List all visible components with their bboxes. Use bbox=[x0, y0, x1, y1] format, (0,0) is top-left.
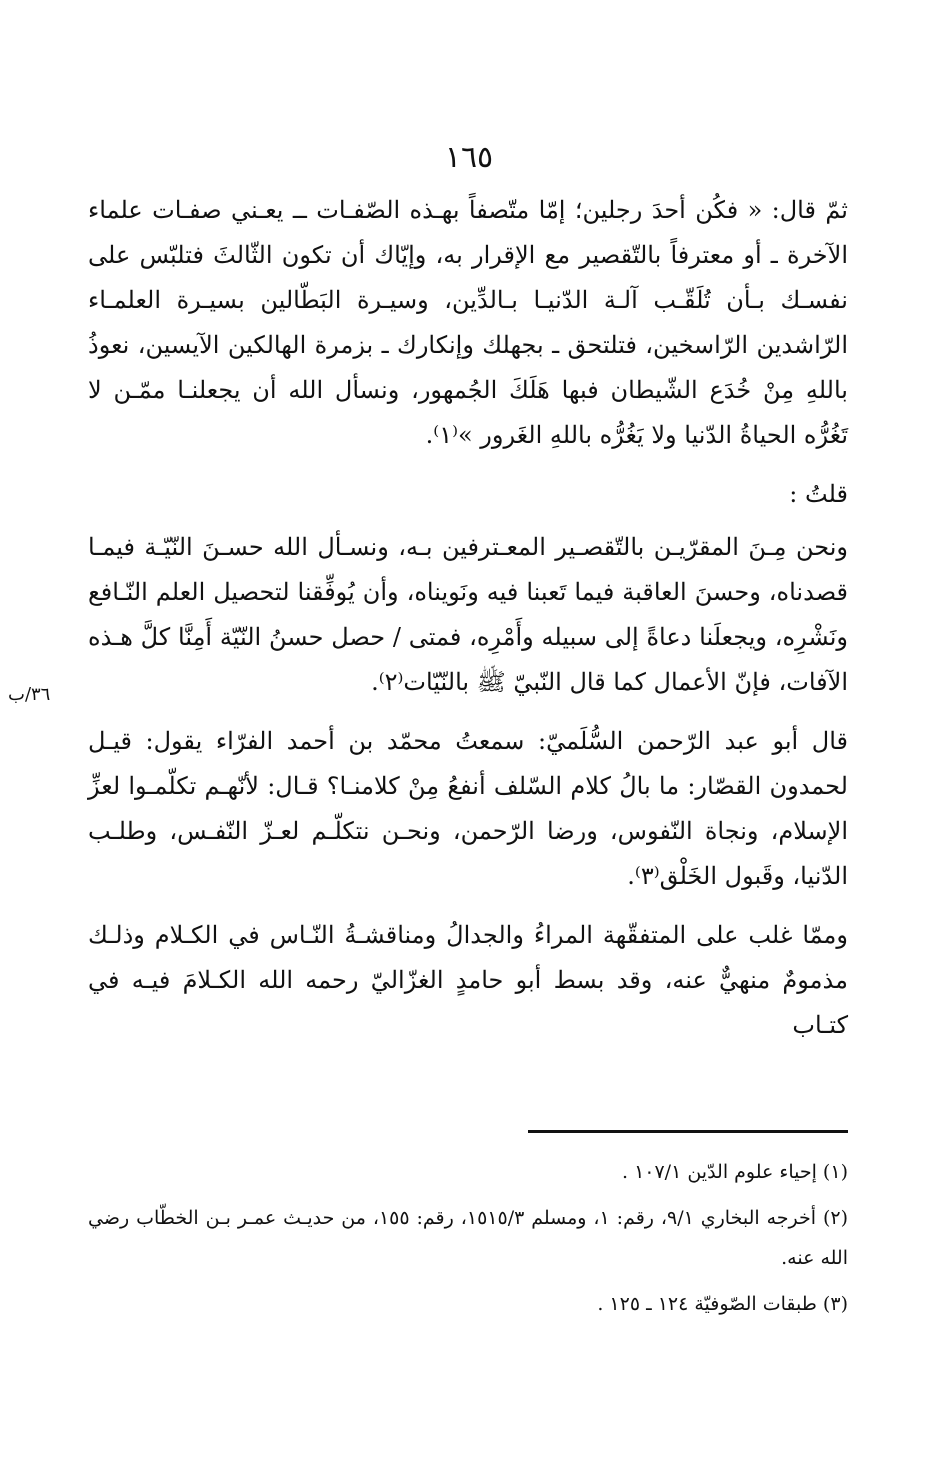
footnotes bbox=[88, 1152, 848, 1330]
paragraph: وممّا غلب على المتفقّهة المراءُ والجدالُ ومناقشـةُ النّـاس في الكـلام وذلـك مذمومٌ منهيٌّ عنه، وقد بسط أبو حامدٍ الغزّاليّ رحمه الله الكـلامَ فيـه في كتـاب bbox=[88, 921, 848, 1039]
footnote: (٢) أخرجه البخاري ٩/١، رقم: ١، ومسلم ١٥١٥/٣، رقم: ١٥٥، من حديـث عمـر بـن الخطّاب رضي الله عنه. bbox=[88, 1207, 849, 1269]
paragraph: ونحن مِـنَ المقرّيـن بالتّقصـير المعـترفين بـه، ونسـأل الله حسـنَ النّيّـة فيمـا قصدناه، وحسنَ العاقبة فيما تَعبنا فيه ونَويناه، وأن يُوفِّقنا لتحصيل العلم النّـافع ونَشْرِه، ويجعلَنا دعاةً إلى سبيله وأَمْرِه، فمتى / حصل حسنُ النّيّة أَمِنَّا كلَّ هـذه الآفات، فإنّ الأعمال كما قال النّبيّ ﷺ بالنّيّات⁽٢⁾. bbox=[88, 533, 849, 696]
paragraph: قال أبو عبد الرّحمن السُّلَميّ: سمعتُ محمّد بن أحمد الفرّاء يقول: قيـل لحمدون القصّار: ما بالُ كلام السّلف أنفعُ مِنْ كلامنـا؟ قـال: لأنّهـم تكلّمـوا لعزِّ الإسلام، ونجاة النّفوس، ورضا الرّحمن، ونحـن نتكلّـم لعـزّ النّفـس، وطلـب الدّنيا، وقَبول الخَلْق⁽٣⁾. bbox=[88, 727, 849, 890]
paragraph: ثمّ قال: « فكُن أحدَ رجلين؛ إمّا متّصفاً بهـذه الصّفـات ــ يعـني صفـات علماء الآخرة ـ أو معترفاً بالتّقصير مع الإقرار به، وإيّاك أن تكون الثّالثَ فتلبّس على نفسـك بـأن تُلَقّـب آلـة الدّنيـا بـالدِّين، وسيـرة البَطّالين بسيـرة العلمـاء الرّاشدين الرّاسخين، فتلتحق ـ بجهلك وإنكارك ـ بزمرة الهالكين الآيسين، نعوذُ باللهِ مِنْ خُدَع الشّيطان فبها هَلَكَ الجُمهور، ونسأل الله أن يجعلنـا ممّـن لا تَغُرُّه الحياةُ الدّنيا ولا يَغُرُّه باللهِ الغَرور »⁽١⁾. bbox=[88, 196, 849, 449]
body-text bbox=[88, 188, 848, 1062]
page-number: ١٦٥ bbox=[444, 140, 494, 175]
margin-note: ٣٦/ب bbox=[8, 684, 51, 705]
footnote: (١) إحياء علوم الدّين ١٠٧/١ . bbox=[621, 1161, 848, 1183]
footnote-divider bbox=[528, 1130, 848, 1133]
paragraph: قلتُ : bbox=[789, 480, 848, 508]
footnote: (٣) طبقات الصّوفيّة ١٢٤ ـ ١٢٥ . bbox=[597, 1293, 848, 1315]
